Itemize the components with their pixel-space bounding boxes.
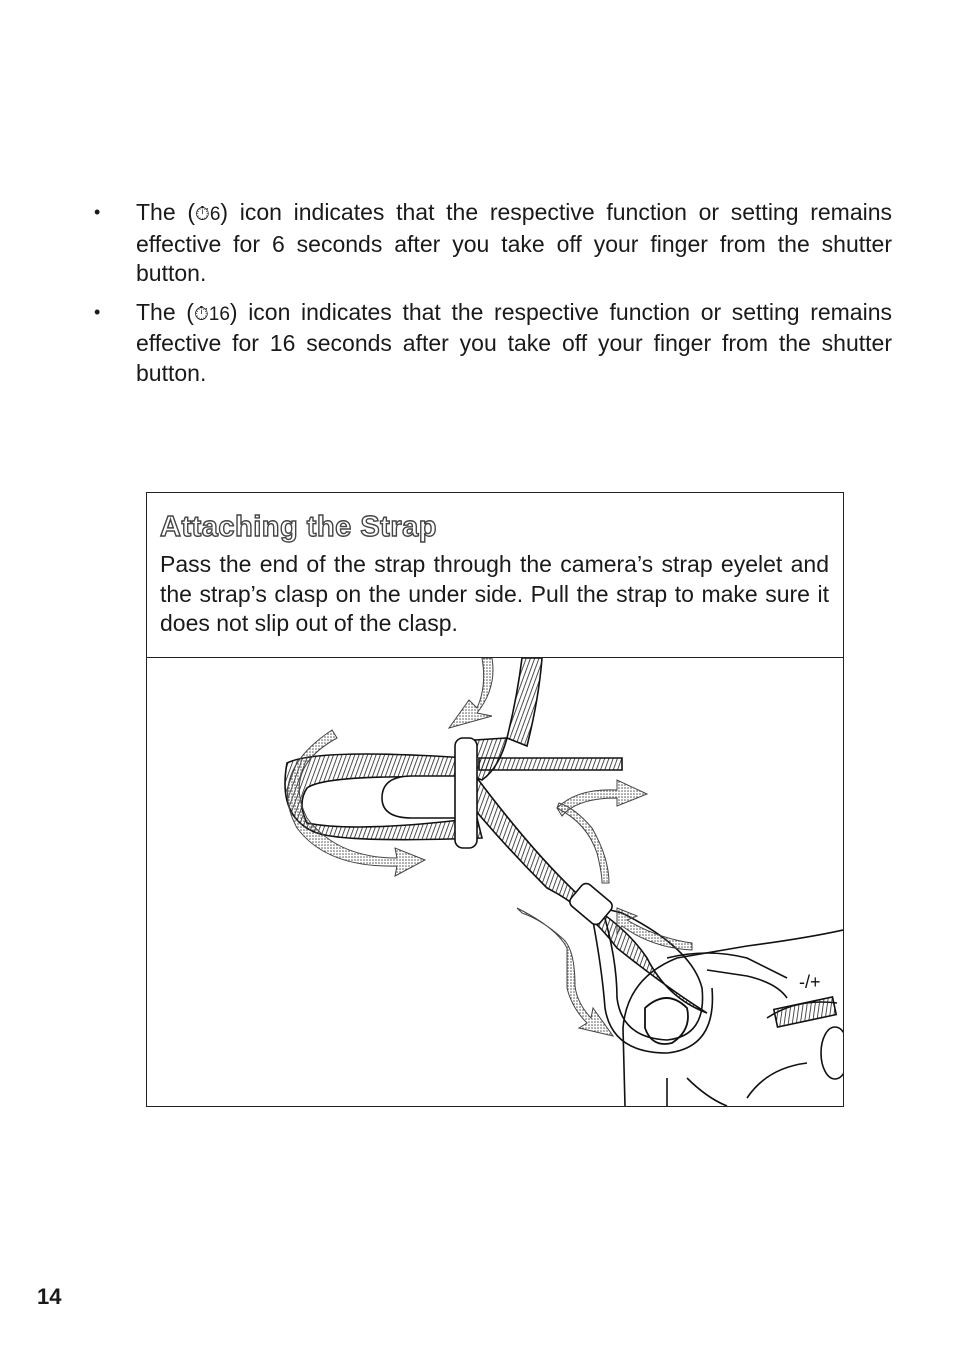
section-body: Pass the end of the strap through the camera’s strap eyelet and the strap’s clasp on the under side. Pull the strap to make sure it does not slip out of the clasp. [160, 551, 829, 636]
bullet-item-6s: • The (⏱6) icon indicates that the respective function or setting remains effective for 6 seconds after you take off your finger from the shutter button. [94, 199, 893, 286]
bullet-list [92, 198, 892, 397]
timer-6-icon: ⏱6 [195, 204, 221, 225]
strap-tail [285, 658, 622, 848]
bullet-item-16s: • The (⏱16) icon indicates that the respective function or setting remains effective for 16 seconds after you take off your finger from the shutter button. [94, 298, 893, 386]
section-title: Attaching the Strap [160, 511, 437, 543]
timer-16-icon: ⏱16 [193, 303, 230, 325]
motion-arrows [288, 658, 692, 1036]
exposure-comp-label: -/+ [799, 972, 821, 992]
page-number: 14 [37, 1284, 62, 1309]
strap-drawing [147, 658, 843, 1106]
strap-section-header [147, 493, 843, 658]
bullet-dot: • [94, 301, 101, 322]
strap-section-box [146, 492, 844, 1107]
bullet-dot: • [94, 202, 101, 222]
strap-illustration [147, 658, 843, 1106]
